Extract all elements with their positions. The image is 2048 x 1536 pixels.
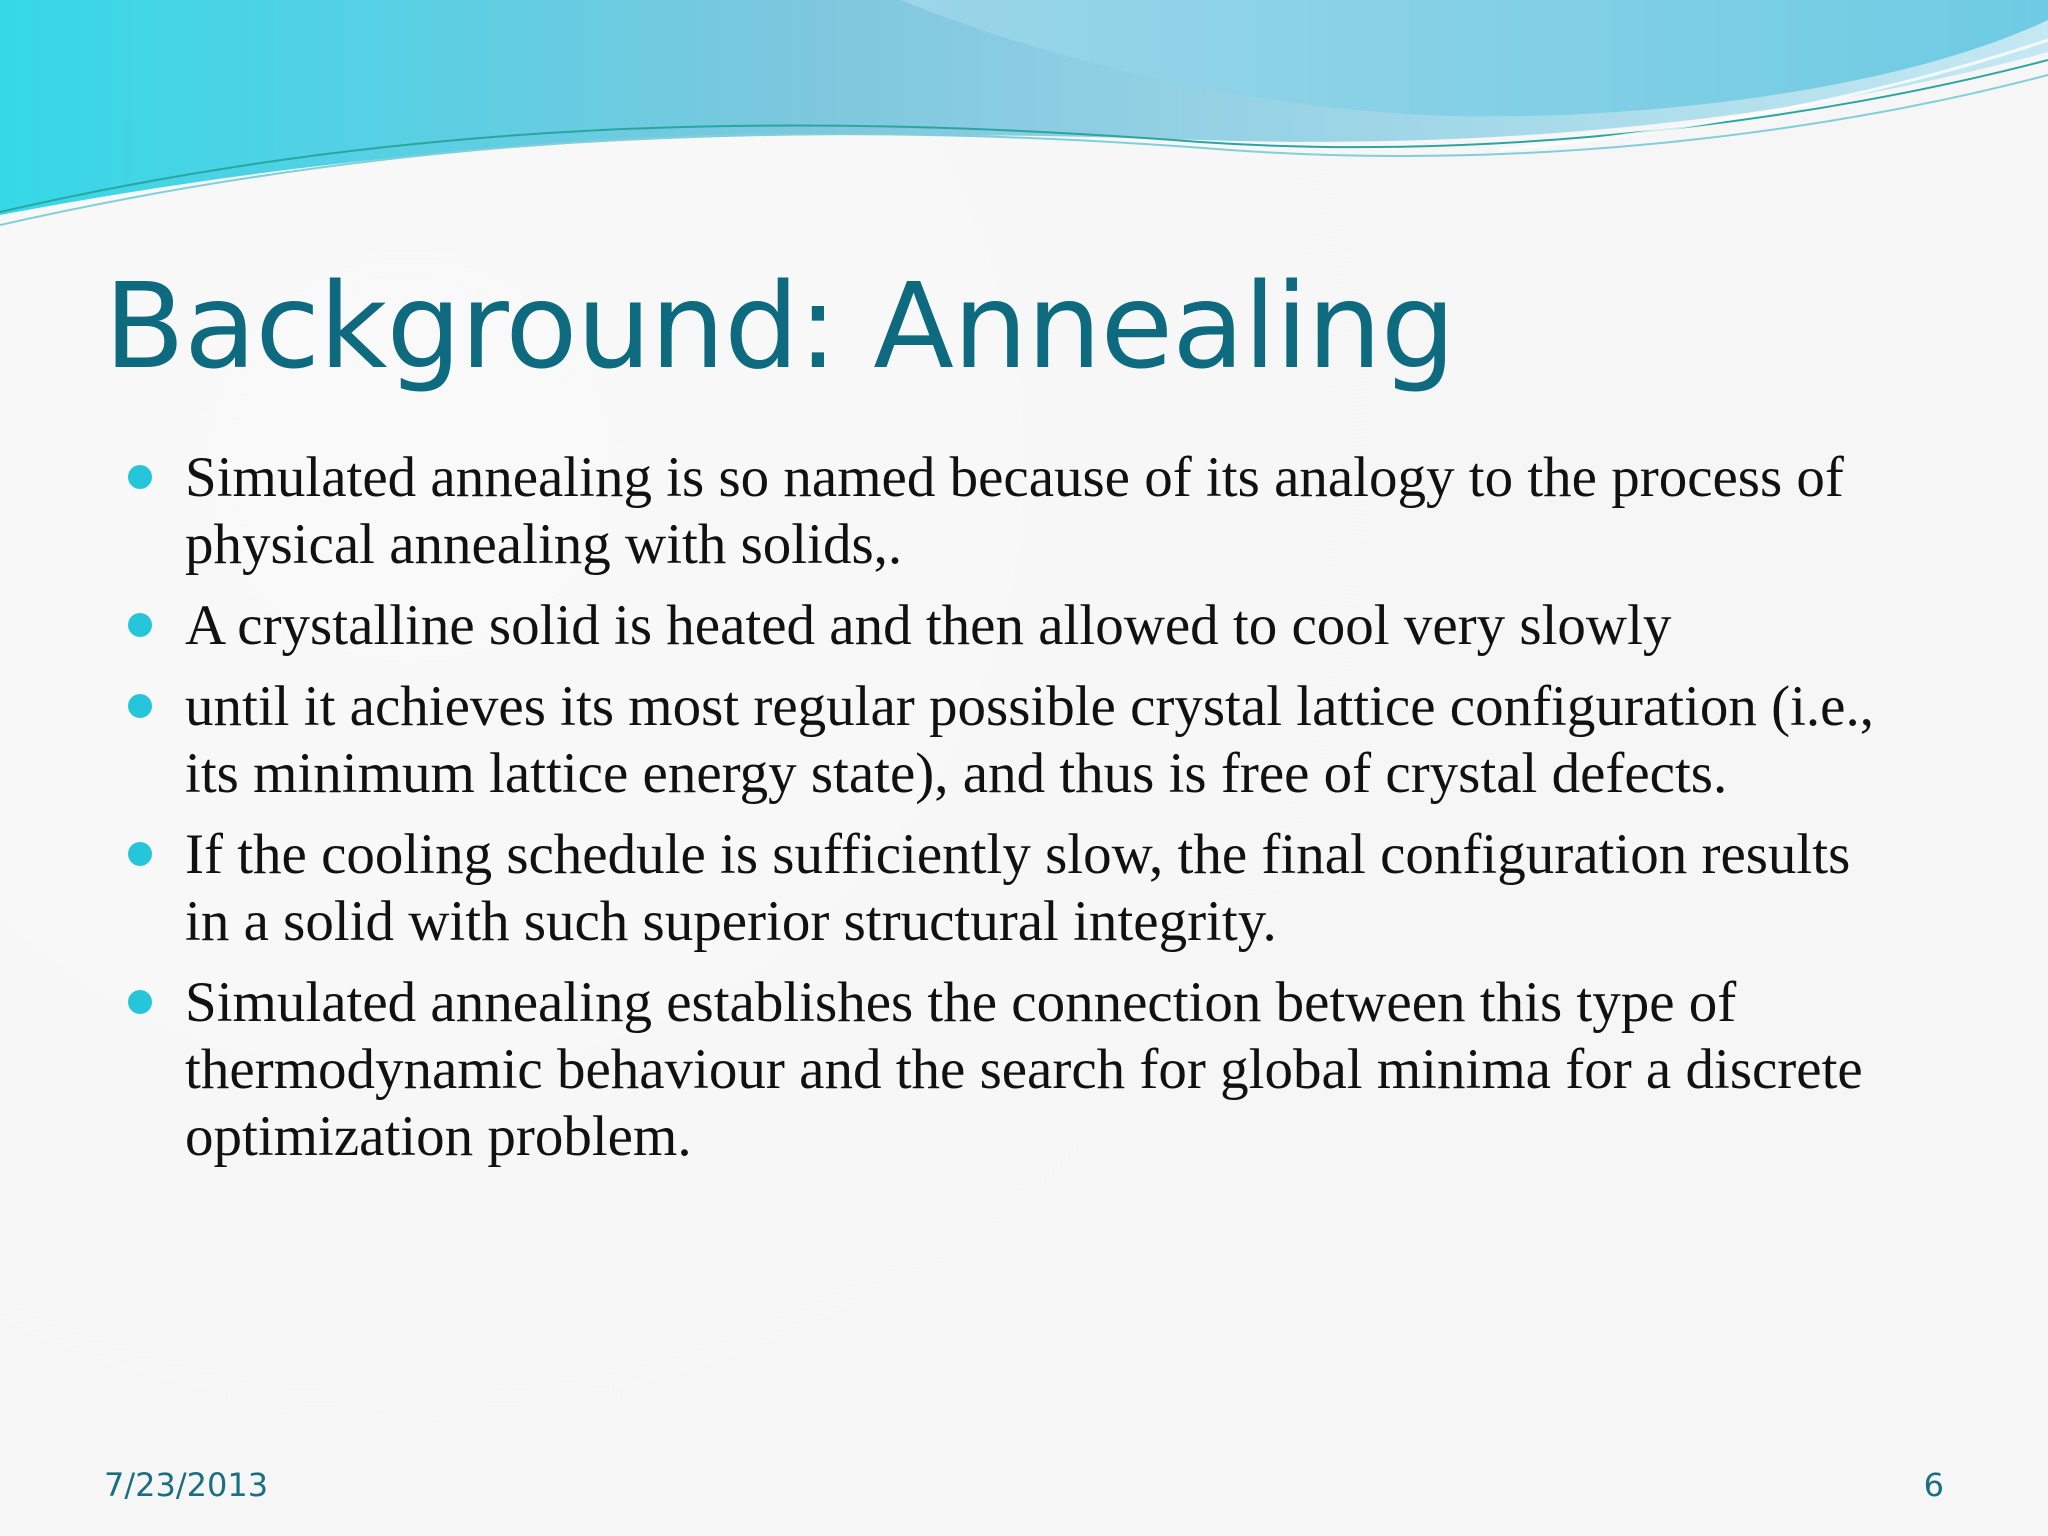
footer-date: 7/23/2013: [104, 1466, 269, 1504]
bullet-text: Simulated annealing is so named because of its analogy to the process of physical annealing with solids,.: [185, 446, 1844, 576]
bullet-icon: [128, 465, 152, 489]
bullet-text: A crystalline solid is heated and then allowed to cool very slowly: [185, 594, 1672, 657]
bullet-item: [128, 969, 1908, 1170]
bullet-item: [128, 821, 1908, 955]
bullet-item: [128, 673, 1908, 807]
bullet-list: [128, 444, 1908, 1184]
slide-title: Background: Annealing: [104, 257, 1455, 395]
page-number: 6: [1923, 1466, 1944, 1504]
bullet-text: Simulated annealing establishes the connection between this type of thermodynamic behaviour and the search for global minima for a discrete optimization problem.: [185, 971, 1863, 1168]
bullet-icon: [128, 613, 152, 637]
bullet-icon: [128, 694, 152, 718]
bullet-icon: [128, 990, 152, 1014]
bullet-icon: [128, 842, 152, 866]
bullet-text: until it achieves its most regular possible crystal lattice configuration (i.e., its minimum lattice energy state), and thus is free of crystal defects.: [185, 675, 1874, 805]
header-wave-decoration: [0, 0, 2048, 240]
bullet-item: [128, 444, 1908, 578]
bullet-item: [128, 592, 1908, 659]
bullet-text: If the cooling schedule is sufficiently slow, the final configuration results in a solid with such superior structural integrity.: [185, 823, 1851, 953]
